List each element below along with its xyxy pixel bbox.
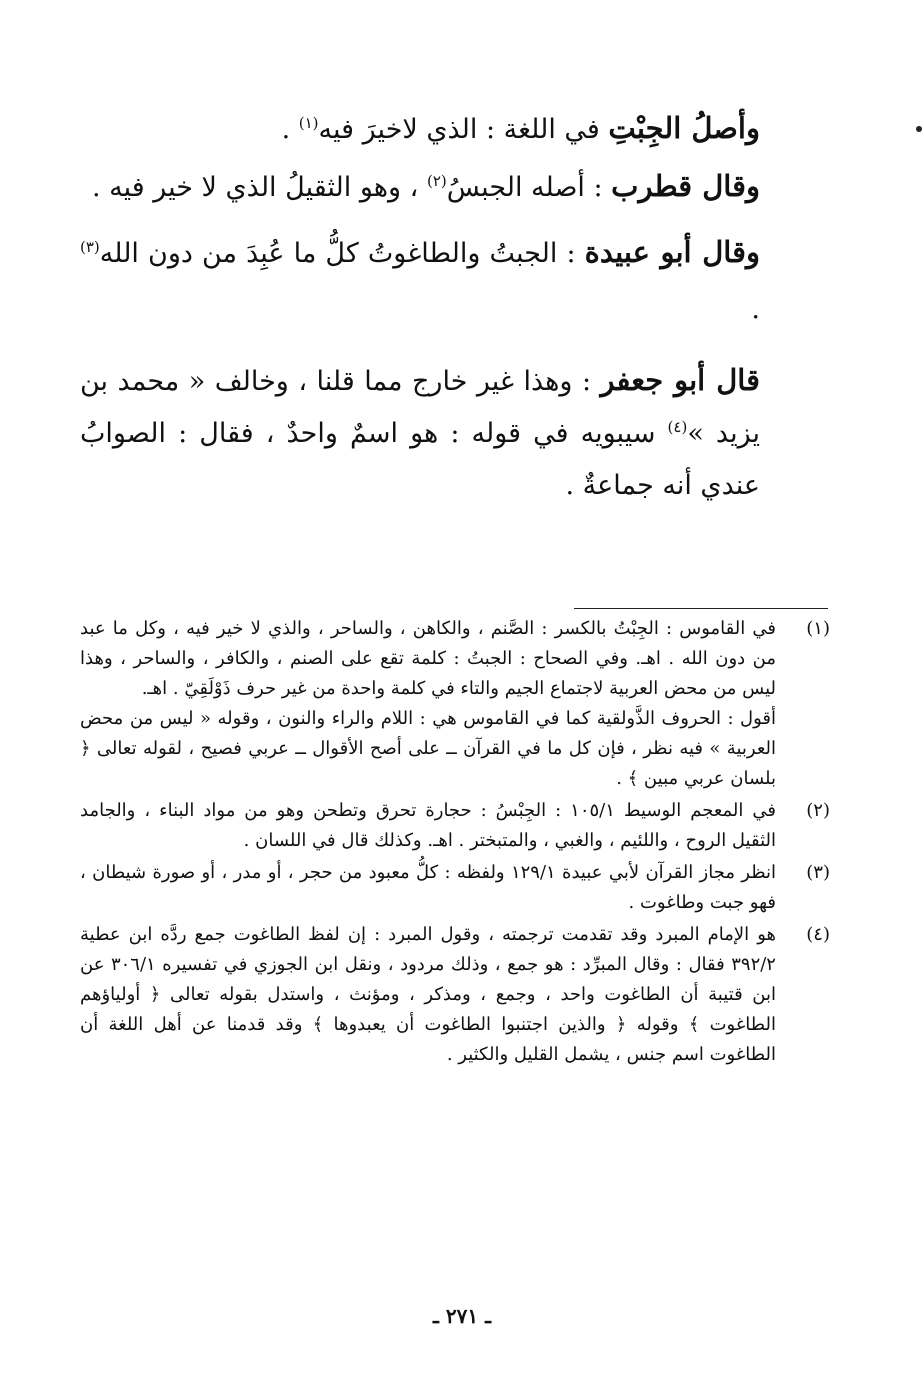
footnote-ref-4[interactable]: (٤) xyxy=(667,418,688,436)
footnotes-block xyxy=(80,614,830,1072)
paragraph-1-lead: وأصلُ الجِبْتِ xyxy=(608,111,760,145)
footnote-line: انظر مجاز القرآن لأبي عبيدة ١٢٩/١ ولفظه : كلُّ معبود من حجر ، أو مدر ، أو صورة شيطان ، فهو جبت وطاغوت . xyxy=(80,862,776,913)
paragraph-3-end: . xyxy=(751,294,760,325)
footnote-ref-3[interactable]: (٣) xyxy=(80,238,100,256)
paragraph-2-text: : أصله الجبسُ xyxy=(446,172,612,203)
paragraph-2-lead: وقال قطرب xyxy=(611,169,760,203)
footnote-line: أقول : الحروف الذَّولقية كما في القاموس هي : اللام والراء والنون ، وقوله « ليس من محض العربية » فيه نظر ، فإن كل ما في القرآن ــ على أصح الأقوال ــ عربي فصيح ، لقوله تعالى ﴿ بلسان عربي مبين ﴾ . xyxy=(80,708,776,789)
footnote-line: هو الإمام المبرد وقد تقدمت ترجمته ، وقول المبرد : إن لفظ الطاغوت جمع ردَّه ابن عطية ٣٩٢/٢ فقال : وقال المبرِّد : هو جمع ، وذلك مردود ، ونقل ابن الجوزي في تفسيره ٣٠٦/١ عن ابن قتيبة أن الطاغوت واحد ، وجمع ، ومذكر ، ومؤنث ، واستدل بقوله تعالى ﴿ أولياؤهم الطاغوت ﴾ وقوله ﴿ والذين اجتنبوا الطاغوت أن يعبدوها ﴾ وقد قدمنا عن أهل اللغة أن الطاغوت اسم جنس ، يشمل القليل والكثير . xyxy=(80,924,776,1065)
footnote-line: في المعجم الوسيط ١٠٥/١ : الجِبْسُ : حجارة تحرق وتطحن وهو من مواد البناء ، والجامد الثقيل الروح ، واللئيم ، والغبي ، والمتبختر . اهـ. وكذلك قال في اللسان . xyxy=(80,800,776,851)
main-text-block xyxy=(80,100,760,512)
footnote-body xyxy=(80,796,776,856)
footnote-body xyxy=(80,858,776,918)
paragraph-1 xyxy=(80,100,760,158)
footnote-4 xyxy=(80,920,830,1070)
paragraph-2 xyxy=(80,158,760,216)
paragraph-1-end: . xyxy=(281,114,299,145)
footnote-ref-2[interactable]: (٢) xyxy=(426,172,447,190)
footnote-2 xyxy=(80,796,830,856)
paragraph-3-lead: وقال أبو عبيدة xyxy=(584,235,760,269)
paragraph-1-text: في اللغة : الذي لاخيرَ فيه xyxy=(318,114,609,145)
footnote-ref-1[interactable]: (١) xyxy=(298,114,319,132)
paragraph-4-lead: قال أبو جعفر xyxy=(600,363,760,397)
footnote-1 xyxy=(80,614,830,794)
footnote-line: في القاموس : الجِبْتُ بالكسر : الصَّنم ، والكاهن ، والساحر ، والذي لا خير فيه ، وكل ما عبد من دون الله . اهـ. وفي الصحاح : الجبتُ : كلمة تقع على الصنم ، والكافر ، والساحر ، وهذا ليس من محض العربية لاجتماع الجيم والتاء في كلمة واحدة من غير حرف ذَوْلَقِيّ . اهـ. xyxy=(80,618,776,699)
footnote-number: (٢) xyxy=(806,800,830,821)
footnote-divider xyxy=(574,608,828,609)
page-number: ـ ٢٧١ ـ xyxy=(433,1304,491,1328)
edge-mark xyxy=(916,126,922,132)
paragraph-3 xyxy=(80,224,760,338)
footnote-3 xyxy=(80,858,830,918)
footnote-number: (٣) xyxy=(806,862,830,883)
paragraph-4-text: : وهذا غير خارج مما قلنا ، وخالف « محمد بن يزيد » xyxy=(80,366,760,449)
footnote-body xyxy=(80,614,776,794)
footnote-number: (٤) xyxy=(806,924,830,945)
footnote-body xyxy=(80,920,776,1070)
paragraph-2-end: ، وهو الثقيلُ الذي لا خير فيه . xyxy=(91,172,427,203)
paragraph-4-end: سيبويه في قوله : هو اسمٌ واحدٌ ، فقال : الصوابُ عندي أنه جماعةٌ . xyxy=(80,418,760,501)
paragraph-3-text: : الجبتُ والطاغوتُ كلُّ ما عُبِدَ من دون الله xyxy=(99,238,585,269)
footnote-number: (١) xyxy=(806,618,830,639)
paragraph-4 xyxy=(80,354,760,512)
